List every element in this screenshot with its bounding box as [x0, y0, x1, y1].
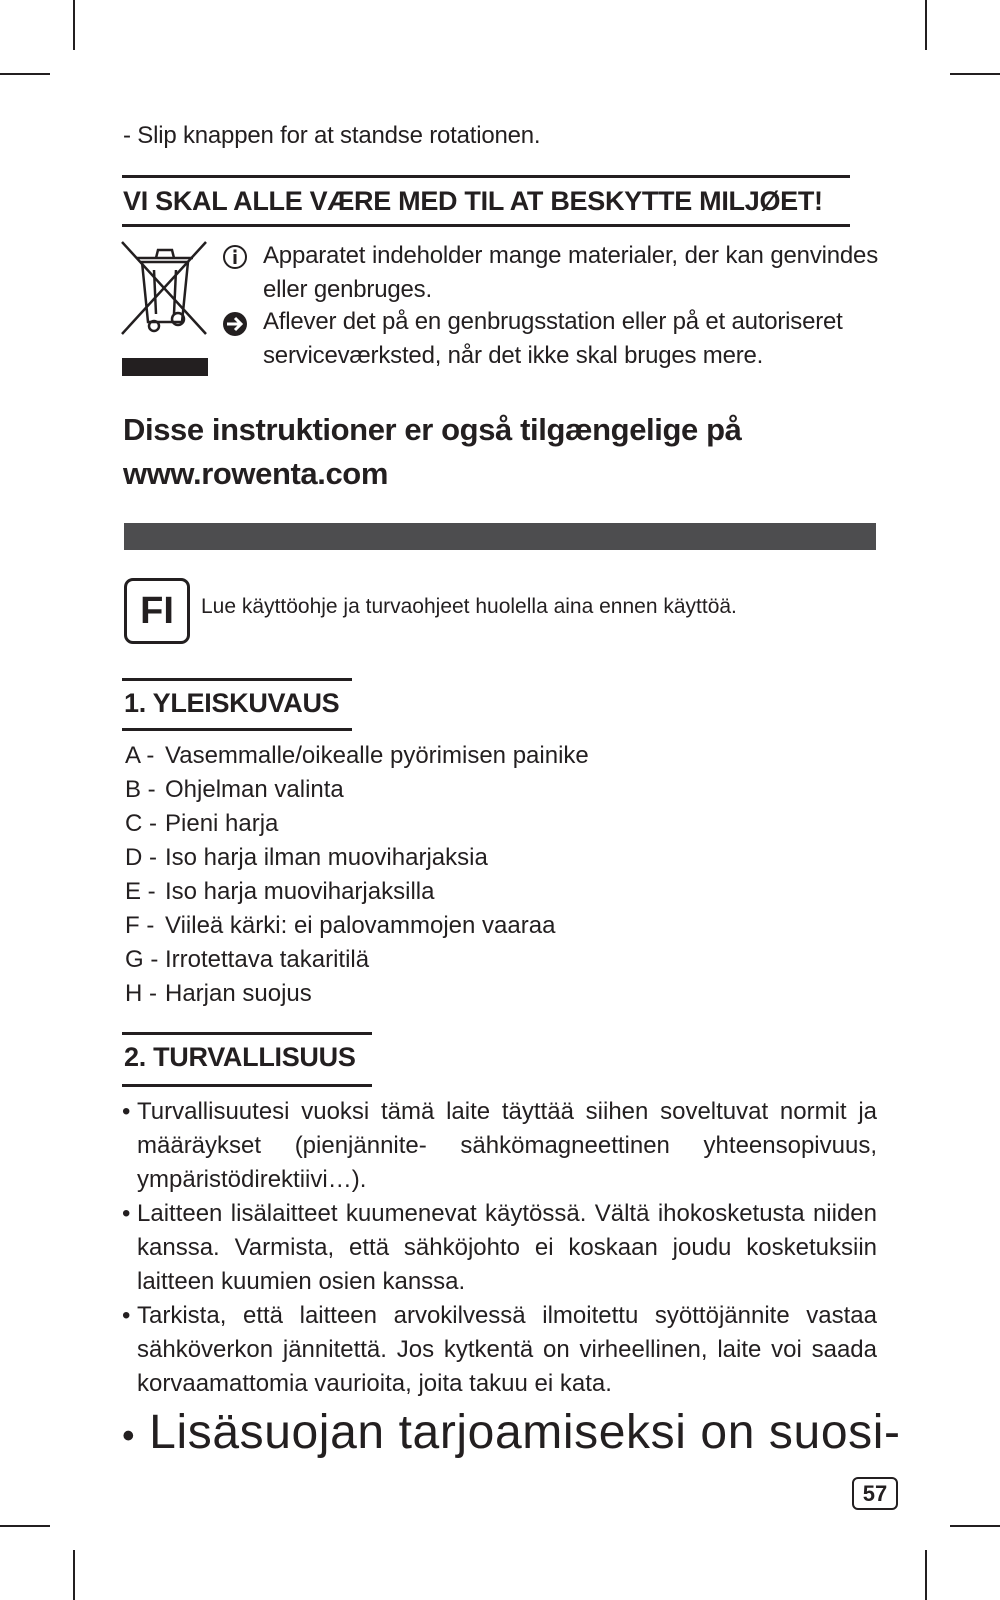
section-rule-bottom [122, 1084, 372, 1087]
item-text: Pieni harja [165, 810, 279, 837]
large-fragment-text: Lisäsuojan tarjoamiseksi on suosi- [149, 1406, 901, 1459]
item-letter: A - [125, 742, 155, 769]
item-letter: C - [125, 810, 157, 837]
item-letter: F - [125, 912, 155, 939]
bullet-dot: • [122, 1098, 131, 1125]
list-item [125, 943, 369, 977]
bullet-paragraph [122, 1299, 877, 1401]
page-number-badge [852, 1477, 898, 1510]
item-letter: G - [125, 946, 159, 973]
env-item-text: Apparatet indeholder mange materialer, der kan genvindes eller genbruges. [263, 242, 878, 303]
bullet-text: Turvallisuutesi vuoksi tämä laite täyttää siihen soveltuvat normit ja määräykset (pienjännite- sähkömagneettinen yhteensopivuus, ympäristödirektiivi…). [137, 1098, 877, 1193]
crop-mark [950, 73, 1000, 75]
bullet-text: Laitteen lisälaitteet kuumenevat käytössä. Vältä ihokosketusta niiden kanssa. Varmista, että sähköjohto ei koskaan joudu kosketuksiin laitteen kuumien osien kanssa. [137, 1200, 877, 1295]
crop-mark [950, 1525, 1000, 1527]
heading-rule-bottom [122, 224, 850, 227]
heading-rule-top [122, 175, 850, 178]
item-letter: H - [125, 980, 157, 1007]
bullet-dot: • [122, 1200, 131, 1227]
bullet-paragraph [122, 1095, 877, 1197]
crop-mark [73, 0, 75, 50]
item-letter: E - [125, 878, 156, 905]
section-rule-top [122, 678, 352, 681]
crop-mark [0, 73, 50, 75]
language-intro: Lue käyttöohje ja turvaohjeet huolella aina ennen käyttöä. [201, 595, 737, 618]
list-item [125, 875, 434, 909]
bullet-dot: • [122, 1302, 131, 1329]
item-text: Vasemmalle/oikealle pyörimisen painike [165, 742, 589, 769]
list-item [125, 841, 488, 875]
item-text: Harjan suojus [165, 980, 312, 1007]
bullet-dot: • [122, 1414, 136, 1456]
availability-line: Disse instruktioner er også tilgængelige på [123, 412, 742, 447]
language-badge [124, 578, 190, 644]
language-code: FI [140, 589, 174, 632]
info-icon [222, 244, 248, 270]
list-item [125, 909, 555, 943]
section-divider-band [124, 523, 876, 550]
list-item [125, 773, 344, 807]
section-title: 2. TURVALLISUUS [124, 1042, 356, 1072]
item-text: Iso harja ilman muoviharjaksia [165, 844, 488, 871]
website-link[interactable]: www.rowenta.com [123, 456, 389, 491]
item-letter: B - [125, 776, 156, 803]
item-text: Ohjelman valinta [165, 776, 344, 803]
crop-mark [925, 0, 927, 50]
env-heading: VI SKAL ALLE VÆRE MED TIL AT BESKYTTE MILJØET! [123, 186, 823, 216]
list-item [125, 739, 589, 773]
crop-mark [925, 1550, 927, 1600]
arrow-right-icon [221, 310, 249, 338]
crop-mark [73, 1550, 75, 1600]
section-rule-bottom [122, 728, 352, 731]
item-letter: D - [125, 844, 157, 871]
crop-mark [0, 1525, 50, 1527]
bullet-text: Tarkista, että laitteen arvokilvessä ilmoitettu syöttöjännite vastaa sähköverkon jännitettä. Jos kytkentä on virheellinen, laite voi saada korvaamattomia vaurioita, joita takuu ei kata. [137, 1302, 877, 1397]
item-text: Viileä kärki: ei palovammojen vaaraa [165, 912, 556, 939]
item-text: Iso harja muoviharjaksilla [165, 878, 435, 905]
availability-note [123, 408, 741, 496]
list-item [125, 977, 312, 1011]
section-title: 1. YLEISKUVAUS [124, 688, 340, 718]
crossed-bin-icon [118, 236, 212, 376]
slip-instruction: - Slip knappen for at standse rotationen. [123, 122, 541, 149]
item-text: Irrotettava takaritilä [165, 946, 370, 973]
large-bullet-line [122, 1403, 901, 1465]
bullet-paragraph [122, 1197, 877, 1299]
section-rule-top [122, 1032, 372, 1035]
page-number: 57 [862, 1480, 888, 1506]
env-item-text: Aflever det på en genbrugsstation eller på et autoriseret serviceværksted, når det ikke skal bruges mere. [263, 308, 843, 369]
list-item [125, 807, 278, 841]
